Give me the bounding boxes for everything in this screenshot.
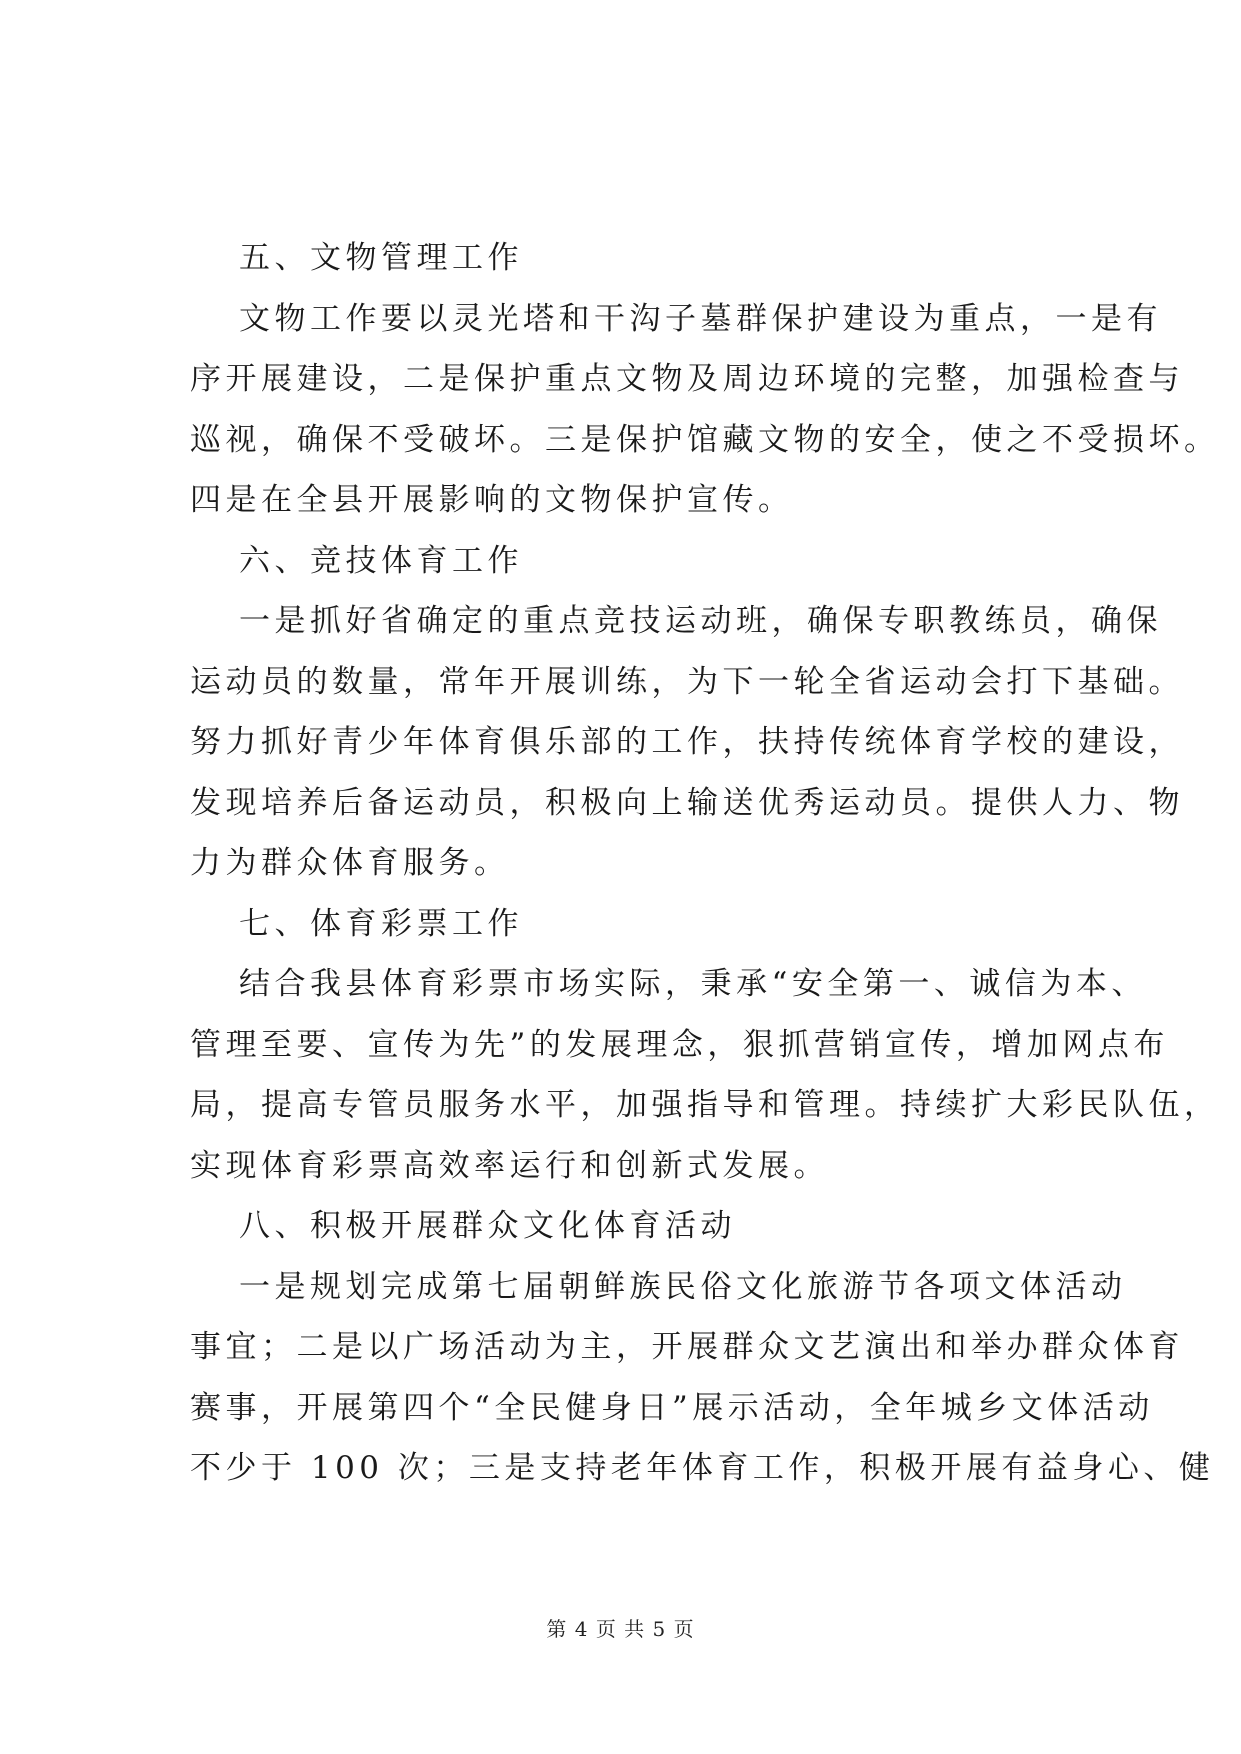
- text-line: 局，提高专管员服务水平，加强指导和管理。持续扩大彩民队伍，: [190, 1087, 1220, 1123]
- paragraph: [190, 289, 1220, 531]
- text-line: 管理至要、宣传为先”的发展理念，狠抓营销宣传，增加网点布: [190, 1026, 1169, 1063]
- section-heading: 七、体育彩票工作: [239, 905, 523, 942]
- text-line: 赛事，开展第四个“全民健身日”展示活动，全年城乡文体活动: [190, 1389, 1154, 1426]
- text-line: 结合我县体育彩票市场实际，秉承“安全第一、诚信为本、: [239, 966, 1147, 1002]
- text-line: 实现体育彩票高效率运行和创新式发展。: [190, 1147, 829, 1184]
- paragraph: [190, 954, 1220, 1196]
- paragraph: [190, 591, 1184, 894]
- text-line: 四是在全县开展影响的文物保护宣传。: [190, 482, 794, 518]
- text-line: 运动员的数量，常年开展训练，为下一轮全省运动会打下基础。: [190, 663, 1184, 700]
- text-line: 力为群众体育服务。: [190, 845, 510, 881]
- text-line: 序开展建设，二是保护重点文物及周边环境的完整，加强检查与: [190, 361, 1184, 397]
- text-line: 一是规划完成第七届朝鲜族民俗文化旅游节各项文体活动: [239, 1268, 1127, 1305]
- section-heading: 五、文物管理工作: [239, 240, 523, 276]
- page-footer: 第 4 页 共 5 页: [546, 1617, 695, 1641]
- section-heading: 六、竞技体育工作: [239, 542, 523, 579]
- text-line: 文物工作要以灵光塔和干沟子墓群保护建设为重点，一是有: [239, 300, 1162, 337]
- document-body: [190, 228, 1220, 1499]
- text-line: 努力抓好青少年体育俱乐部的工作，扶持传统体育学校的建设，: [190, 724, 1184, 760]
- text-line: 不少于 100 次；三是支持老年体育工作，积极开展有益身心、健: [190, 1450, 1215, 1486]
- text-line: 发现培养后备运动员，积极向上输送优秀运动员。提供人力、物: [190, 784, 1184, 821]
- text-line: 巡视，确保不受破坏。三是保护馆藏文物的安全，使之不受损坏。: [190, 421, 1220, 458]
- paragraph: [190, 1257, 1215, 1499]
- text-line: 事宜；二是以广场活动为主，开展群众文艺演出和举办群众体育: [190, 1329, 1184, 1365]
- section-heading: 八、积极开展群众文化体育活动: [239, 1208, 736, 1244]
- text-line: 一是抓好省确定的重点竞技运动班，确保专职教练员，确保: [239, 603, 1162, 639]
